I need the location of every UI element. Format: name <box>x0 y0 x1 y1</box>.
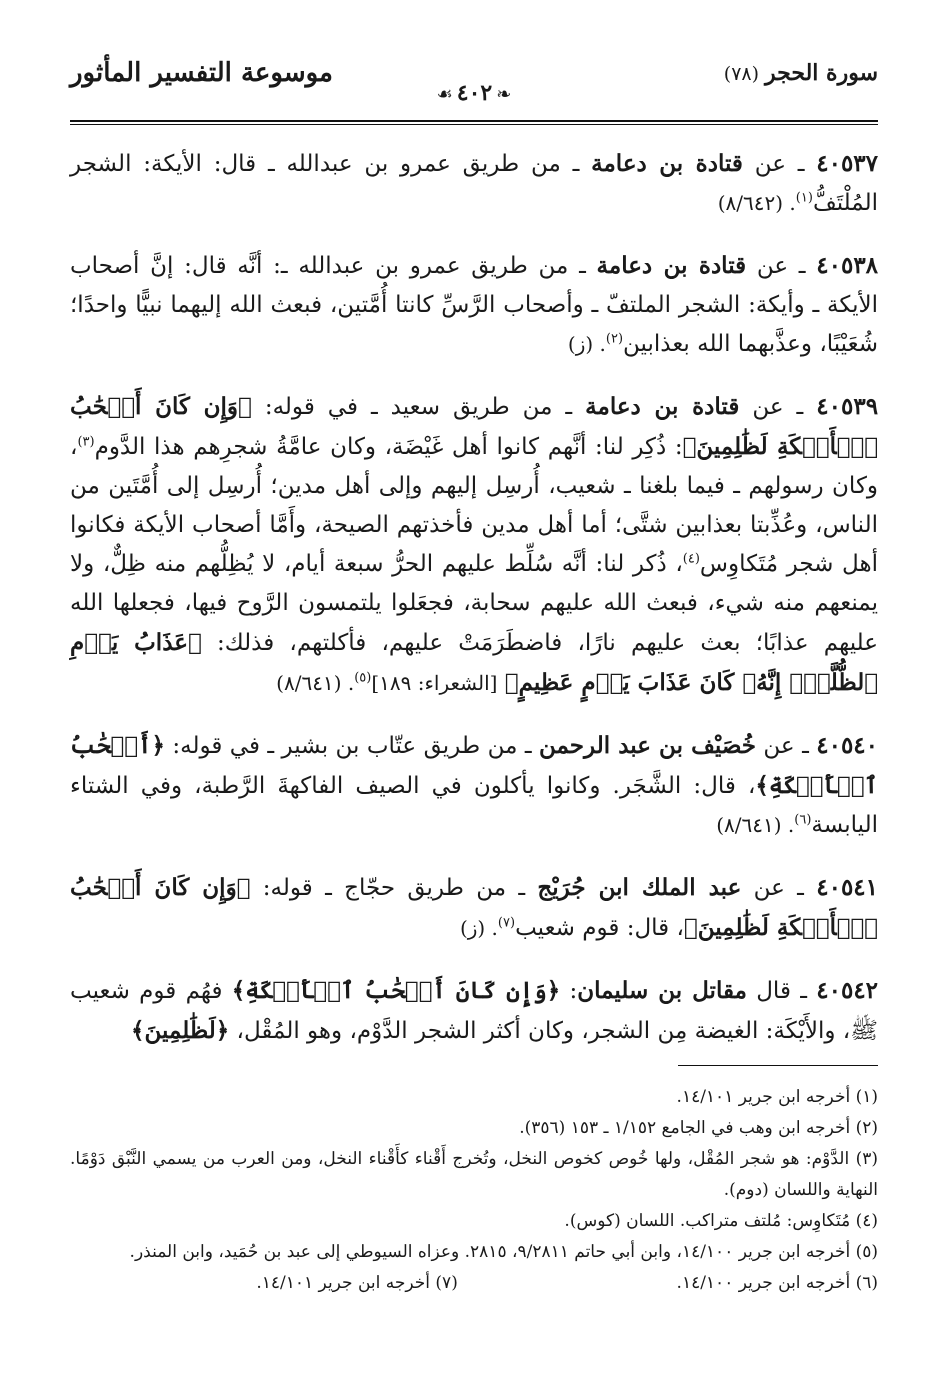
footnote-3: (٣) الدَّوْم: هو شجر المُقْل، ولها خُوص كخوص النخل، وتُخرج أَقْناء كأَقْناء النخل، ومن العرب من يسمي النَّبْق دَوْمًا. النهاية واللسان (دوم). <box>70 1149 878 1200</box>
entry-text: ، قال: الشَّجَر. وكانوا يأكلون في الصيف الفاكهةَ الرَّطبة، وفي الشتاء اليابسة <box>70 773 878 838</box>
entry-lead: ـ عن <box>753 875 804 901</box>
quran-verse: ﴿أَصۡحَٰبُ ٱلۡأَيۡكَةِ﴾ <box>70 732 878 799</box>
narrator-name: قتادة بن دعامة <box>591 150 743 177</box>
entry-text: ، ذُكر لنا: أنَّه سُلِّط عليهم الحرُّ سبعة أيام، لا يُظِلُّهم منه ظِلٌّ، ولا يمنعهم منه شيء، فبعث الله عليهم سحابة، فجعَلوا يلتمسون الرَّوح فيها، فجعلها الله عليهم عذابًا؛ بعث عليهم نارًا، فاضطَرَمَتْ عليهم، فأكلتهم، فذلك: <box>70 551 878 656</box>
quran-verse: ﴿لَظَٰلِمِينَ﴾ <box>131 1017 230 1044</box>
footnote-marker: (٣) <box>77 434 95 450</box>
footnote-separator <box>678 1065 878 1066</box>
footnote-marker: (١) <box>795 190 813 206</box>
entry-number: ٤٠٥٣٨ <box>816 252 879 279</box>
entry-40540 <box>70 726 878 845</box>
book-title: موسوعة التفسير المأثور <box>70 58 333 88</box>
footnote-2: (٢) أخرجه ابن وهب في الجامع ١/١٥٢ ـ ١٥٣ (٣٥٦). <box>519 1118 878 1138</box>
entry-lead: ـ عن <box>754 151 805 177</box>
quran-verse: ﴿وَإِن كَانَ أَصۡحَٰبُ ٱلۡأَيۡكَةِ لَظَٰلِمِينَ﴾ <box>70 393 878 460</box>
footnote-7: (٧) أخرجه ابن جرير ١٤/١٠١. <box>256 1273 458 1293</box>
entry-text: ، وكان رسولهم ـ فيما بلغنا ـ شعيب، أُرسِل إليهم وإلى أهل مدين؛ أُرسِل إلى أُمَّتَين من الناس، وعُذِّبتا بعذابين شتَّى؛ أما أهل مدين فأخذتهم الصيحة، وأَمَّا أصحاب الأيكة فكانوا أهل شجر مُتَكاوِس <box>70 434 878 577</box>
page-number: ٤٠٢ <box>456 80 493 106</box>
narrator-name: خُصَيْف بن عبد الرحمن <box>538 732 756 759</box>
volume-reference: . (٨/٦٤١) <box>716 813 795 837</box>
entry-text: فهُم قوم شعيب ﷺ، والأَيْكَة: الغيضة مِن الشجر، وكان أكثر الشجر الدَّوْم، وهو المُقْل، <box>70 978 878 1044</box>
ornament-icon: ❧ <box>496 84 512 105</box>
entry-text: ، قال: قوم شعيب <box>515 915 684 941</box>
entry-40542 <box>70 971 878 1051</box>
quran-verse: ﴿وَإِن كَانَ أَصۡحَٰبُ ٱلۡأَيۡكَةِ﴾ <box>231 977 561 1004</box>
volume-reference: . (٨/٦٤١) <box>276 671 355 695</box>
header-rule <box>70 120 878 122</box>
narrator-name: مقاتل بن سليمان <box>577 977 747 1004</box>
footnote-row <box>70 1268 878 1299</box>
entry-text: : ذُكِر لنا: أنَّهم كانوا أهل غَيْضَة، وكان عامَّةُ شجرِهم هذا الدَّوم <box>94 434 683 460</box>
narrator-name: عبد الملك ابن جُرَيْج <box>537 874 742 901</box>
footnote-5: (٥) أخرجه ابن جرير ١٤/١٠٠، وابن أبي حاتم ٩/٢٨١١، ٢٨١٥. وعزاه السيوطي إلى عبد بن حُمَيد، وابن المنذر. <box>129 1242 878 1262</box>
sura-name: سورة الحجر <box>765 60 878 86</box>
footnotes <box>70 1082 878 1299</box>
entry-40539 <box>70 387 878 703</box>
entry-number: ٤٠٥٤٠ <box>816 732 879 759</box>
entry-40541 <box>70 868 878 948</box>
entry-40537 <box>70 144 878 223</box>
footnote-6: (٦) أخرجه ابن جرير ١٤/١٠٠. <box>676 1273 878 1293</box>
entry-text: : <box>569 978 578 1004</box>
entry-text: ـ من طريق عمرو بن عبدالله ـ: أنَّه قال: إنَّ أصحاب الأيكة ـ وأيكة: الشجر الملتفّ ـ وأصحاب الرَّسِّ كانتا أُمَّتين، فبعث الله إليهما نبيًّا واحدًا؛ شُعَيْبًا، وعذَّبهما الله بعذابين <box>70 253 878 357</box>
header-rule-thin <box>70 124 878 125</box>
page <box>70 58 878 1299</box>
footnote-1: (١) أخرجه ابن جرير ١٤/١٠١. <box>676 1087 878 1107</box>
entries <box>70 144 878 1051</box>
footnote-marker: (٦) <box>794 812 812 828</box>
footnote-marker: (٧) <box>497 915 516 931</box>
page-header <box>70 58 878 120</box>
volume-reference: . (ز) <box>567 332 606 356</box>
footnote-marker: (٤) <box>682 551 700 567</box>
entry-number: ٤٠٥٣٩ <box>816 393 879 420</box>
entry-text: ـ من طريق حجّاج ـ قوله: <box>262 875 526 901</box>
entry-text: ـ من طريق سعيد ـ في قوله: <box>264 394 573 420</box>
entry-number: ٤٠٥٤١ <box>816 874 879 901</box>
ornament-icon: ☙ <box>436 84 453 105</box>
narrator-name: قتادة بن دعامة <box>596 252 747 279</box>
entry-lead: ـ عن <box>752 394 804 420</box>
verse-reference: (٧٨) <box>723 63 760 85</box>
footnote-marker: (٥) <box>354 670 372 686</box>
volume-reference: . (٨/٦٤٢) <box>717 191 796 215</box>
entry-lead: ـ عن <box>756 253 806 279</box>
footnote-marker: (٢) <box>605 331 624 347</box>
surah-citation: [الشعراء: ١٨٩] <box>371 671 498 695</box>
footnote-4: (٤) مُتَكاوِس: مُلتف متراكب. اللسان (كوس). <box>564 1211 878 1231</box>
quran-verse: ﴿عَذَابُ يَوۡمِ ٱلظُّلَّةِۚ إِنَّهُۥ كَانَ عَذَابَ يَوۡمٍ عَظِيمٍ﴾ <box>70 629 878 696</box>
entry-lead: ـ قال <box>756 978 807 1004</box>
entry-number: ٤٠٥٤٢ <box>816 977 879 1004</box>
entry-lead: ـ عن <box>763 733 809 759</box>
narrator-name: قتادة بن دعامة <box>585 393 740 420</box>
entry-text: ـ من طريق عتّاب بن بشير ـ في قوله: <box>172 733 532 759</box>
volume-reference: . (ز) <box>459 916 498 940</box>
quran-verse: ﴿وَإِن كَانَ أَصۡحَٰبُ ٱلۡأَيۡكَةِ لَظَٰلِمِينَ﴾ <box>70 874 878 941</box>
sura-heading <box>724 60 878 86</box>
entry-40538 <box>70 246 878 364</box>
entry-number: ٤٠٥٣٧ <box>816 150 879 177</box>
page-number-block <box>433 80 516 106</box>
entry-text: ـ من طريق عمرو بن عبدالله ـ قال: الأيكة: الشجر المُلْتَفُّ <box>70 151 878 216</box>
